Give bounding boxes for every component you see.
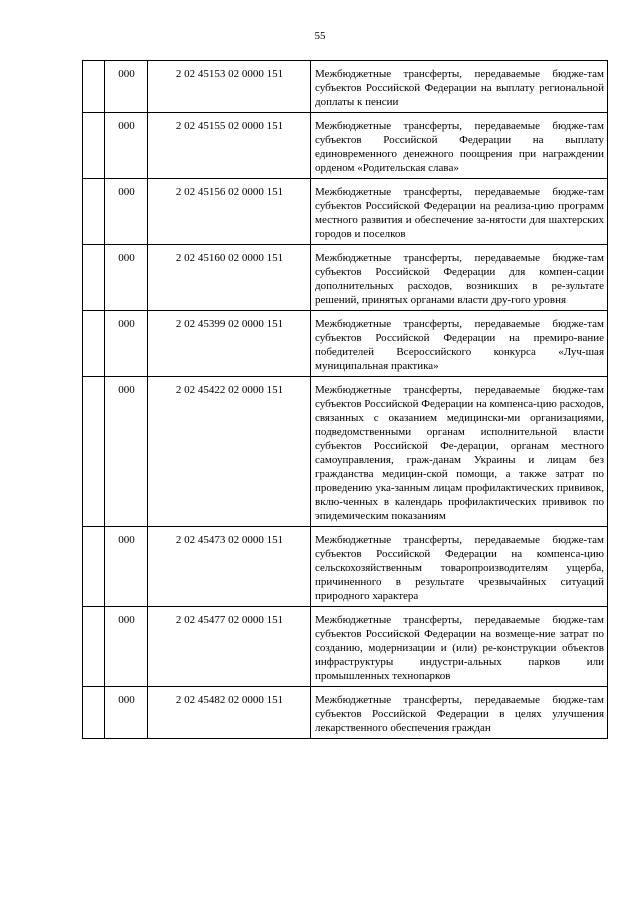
budget-code-cell: 2 02 45156 02 0000 151 <box>148 179 311 245</box>
table-row <box>83 179 608 245</box>
budget-code-cell: 2 02 45422 02 0000 151 <box>148 377 311 527</box>
description-cell: Межбюджетные трансферты, передаваемые бюдже-там субъектов Российской Федерации в целях улучшения лекарственного обеспечения граждан <box>311 687 608 739</box>
budget-code-cell: 2 02 45153 02 0000 151 <box>148 61 311 113</box>
page-number: 55 <box>314 30 326 42</box>
budget-code-cell: 2 02 45473 02 0000 151 <box>148 527 311 607</box>
table-row <box>83 377 608 527</box>
budget-table-body <box>83 61 608 739</box>
budget-table <box>82 60 608 739</box>
empty-cell <box>83 113 105 179</box>
description-cell: Межбюджетные трансферты, передаваемые бюдже-там субъектов Российской Федерации на компенса-цию сельскохозяйственным товаропроизводителям ущерба, причиненного в результате чрезвычайных ситуаций природного характера <box>311 527 608 607</box>
empty-cell <box>83 311 105 377</box>
budget-code-cell: 2 02 45477 02 0000 151 <box>148 607 311 687</box>
table-row <box>83 61 608 113</box>
admin-code-cell: 000 <box>105 61 148 113</box>
admin-code-cell: 000 <box>105 527 148 607</box>
description-cell: Межбюджетные трансферты, передаваемые бюдже-там субъектов Российской Федерации на компенса-цию расходов, связанных с оказанием медицински-ми организациями, подведомственными органам исполнительной власти субъектов Российской Фе-дерации, органам местного самоуправления, граж-данам Украины и лицам без гражданства медицин-ской помощи, а также затрат по проведению ука-занным лицам профилактических прививок, вклю-ченных в календарь профилактических прививок по эпидемическим показаниям <box>311 377 608 527</box>
description-cell: Межбюджетные трансферты, передаваемые бюдже-там субъектов Российской Федерации на премиро-вание победителей Всероссийского конкурса «Луч-шая муниципальная практика» <box>311 311 608 377</box>
budget-code-cell: 2 02 45160 02 0000 151 <box>148 245 311 311</box>
empty-cell <box>83 377 105 527</box>
empty-cell <box>83 527 105 607</box>
budget-code-cell: 2 02 45399 02 0000 151 <box>148 311 311 377</box>
admin-code-cell: 000 <box>105 245 148 311</box>
description-cell: Межбюджетные трансферты, передаваемые бюдже-там субъектов Российской Федерации на выплату единовременного денежного поощрения при награждении орденом «Родительская слава» <box>311 113 608 179</box>
table-row <box>83 607 608 687</box>
description-cell: Межбюджетные трансферты, передаваемые бюдже-там субъектов Российской Федерации на выплату региональной доплаты к пенсии <box>311 61 608 113</box>
admin-code-cell: 000 <box>105 377 148 527</box>
budget-code-cell: 2 02 45482 02 0000 151 <box>148 687 311 739</box>
table-row <box>83 687 608 739</box>
empty-cell <box>83 687 105 739</box>
table-row <box>83 527 608 607</box>
admin-code-cell: 000 <box>105 607 148 687</box>
admin-code-cell: 000 <box>105 311 148 377</box>
description-cell: Межбюджетные трансферты, передаваемые бюдже-там субъектов Российской Федерации для компен-сации дополнительных расходов, возникших в ре-зультате решений, принятых органами власти дру-гого уровня <box>311 245 608 311</box>
admin-code-cell: 000 <box>105 179 148 245</box>
empty-cell <box>83 179 105 245</box>
table-row <box>83 311 608 377</box>
table-row <box>83 113 608 179</box>
empty-cell <box>83 607 105 687</box>
budget-code-cell: 2 02 45155 02 0000 151 <box>148 113 311 179</box>
admin-code-cell: 000 <box>105 687 148 739</box>
empty-cell <box>83 245 105 311</box>
table-row <box>83 245 608 311</box>
admin-code-cell: 000 <box>105 113 148 179</box>
description-cell: Межбюджетные трансферты, передаваемые бюдже-там субъектов Российской Федерации на реализа-цию программ местного развития и обеспечение за-нятости для шахтерских городов и поселков <box>311 179 608 245</box>
empty-cell <box>83 61 105 113</box>
description-cell: Межбюджетные трансферты, передаваемые бюдже-там субъектов Российской Федерации на возмеще-ние затрат по созданию, модернизации и (или) ре-конструкции объектов инфраструктуры индустри-альных парков или промышленных технопарков <box>311 607 608 687</box>
